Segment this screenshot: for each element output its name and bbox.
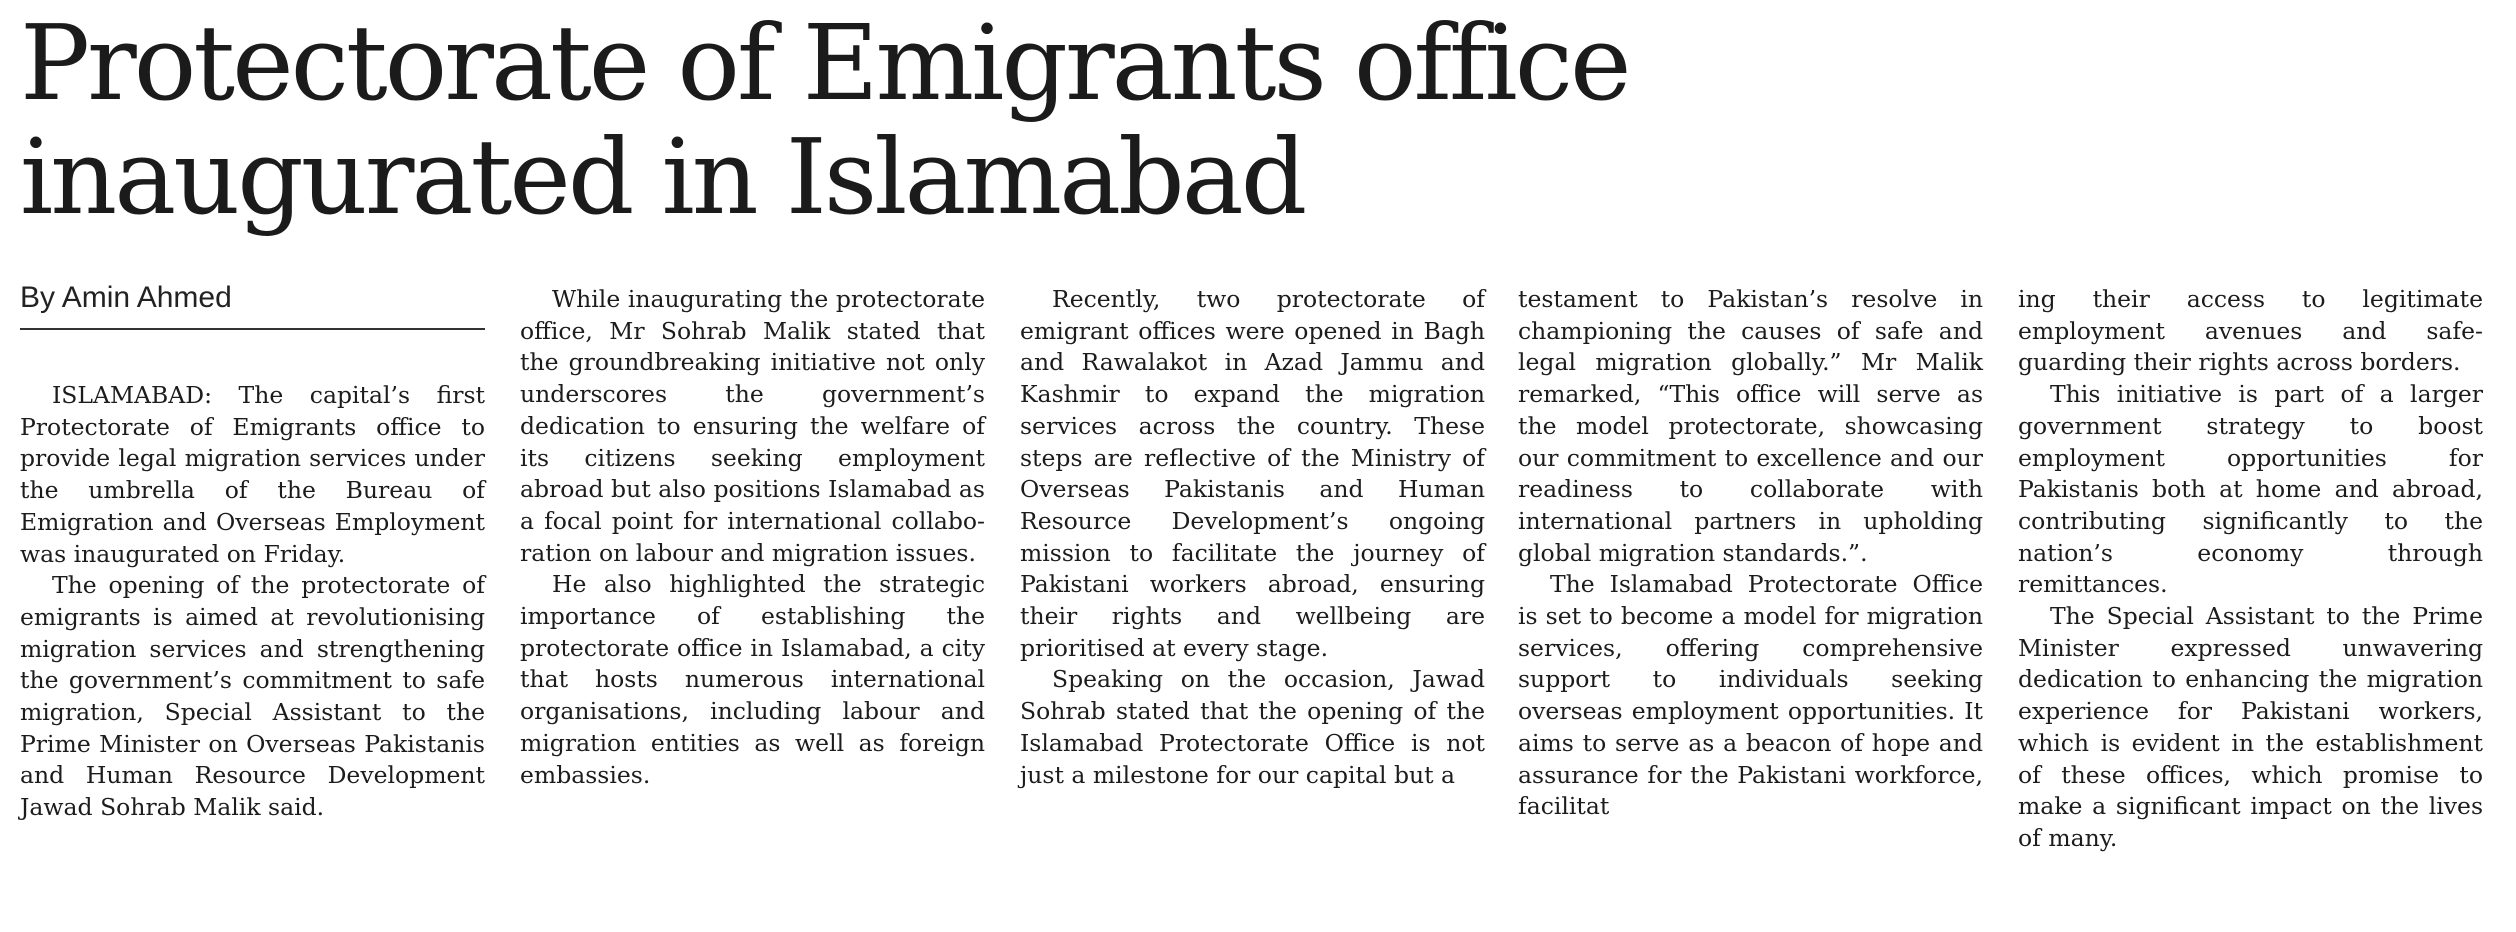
headline-line-2: inaugurated in Islamabad — [20, 116, 1305, 238]
article-column-5 — [2018, 284, 2483, 855]
paragraph-continued: testament to Pakistan’s resolve in championing the causes of safe and legal migration globally.” Mr Malik remarked, “This office will serve as the model protectorate, showcasing our commitment to excellence and our readiness to collaborate with international partners in upholding global migration standards.”. — [1518, 285, 1983, 567]
article-column-4 — [1518, 284, 1983, 823]
article-column-3 — [1020, 284, 1485, 791]
headline — [20, 2, 2500, 238]
headline-line-1: Protectorate of Emigrants office — [20, 2, 1629, 124]
article-column-1 — [20, 380, 485, 824]
paragraph: ISLAMABAD: The capital’s first Protectorate of Emigrants office to provide legal migration services under the umbrella of the Bureau of Emigration and Overseas Employment was inaugurated on Friday. — [20, 381, 485, 568]
paragraph: Recently, two protectorate of emigrant offices were opened in Bagh and Rawalakot in Azad Jammu and Kashmir to expand the migration services across the country. These steps are reflective of the Ministry of Overseas Pakistanis and Human Resource Development’s ongoing mission to facilitate the journey of Pakistani workers abroad, ensuring their rights and wellbeing are prioritised at every stage. — [1020, 285, 1485, 662]
paragraph: Speaking on the occasion, Jawad Sohrab stated that the opening of the Islamabad Protectorate Office is not just a milestone for our capital but a — [1020, 665, 1485, 789]
paragraph: This initiative is part of a larger government strategy to boost employment opportunities for Pakistanis both at home and abroad, contributing significantly to the nation’s economy through remittances. — [2018, 380, 2483, 599]
paragraph: The opening of the protectorate of emigrants is aimed at revolutionising migration services and strengthening the government’s commitment to safe migration, Special Assistant to the Prime Minister on Overseas Pakistanis and Human Resource Development Jawad Sohrab Malik said. — [20, 571, 485, 822]
paragraph: The Special Assistant to the Prime Minister expressed unwavering dedication to enhancing the migration experience for Pakistani workers, which is evident in the establishment of these offices, which promise to make a significant impact on the lives of many. — [2018, 602, 2483, 852]
paragraph: The Islamabad Protectorate Office is set to become a model for migration services, offering comprehensive support to individuals seeking overseas employment opportunities. It aims to serve as a beacon of hope and assurance for the Pakistani workforce, facilitat — [1518, 570, 1983, 821]
article-column-2 — [520, 284, 985, 791]
paragraph: He also highlighted the strategic importance of establishing the protectorate office in Islamabad, a city that hosts numerous international organisations, including labour and migration entities as well as foreign embassies. — [520, 570, 985, 789]
byline: By Amin Ahmed — [20, 278, 485, 330]
paragraph-continued: ing their access to legitimate employment avenues and safeguarding their rights across borders. — [2018, 285, 2483, 377]
paragraph: While inaugurating the protectorate office, Mr Sohrab Malik stated that the groundbreaking initiative not only underscores the government’s dedication to ensuring the welfare of its citizens seeking employment abroad but also positions Islamabad as a focal point for international collaboration on labour and migration issues. — [520, 285, 985, 567]
